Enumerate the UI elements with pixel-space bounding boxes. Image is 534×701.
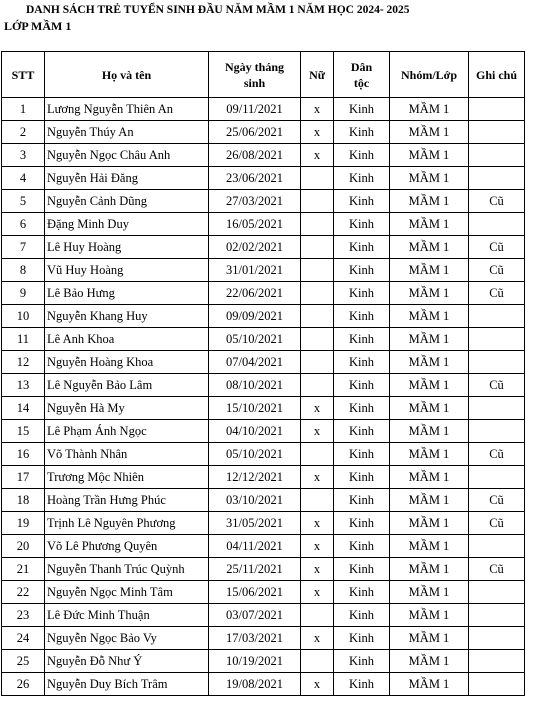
cell-dob: 04/10/2021 bbox=[209, 420, 301, 443]
cell-group: MẦM 1 bbox=[390, 98, 469, 121]
cell-dob: 19/08/2021 bbox=[209, 673, 301, 696]
cell-note bbox=[469, 213, 525, 236]
cell-stt: 17 bbox=[2, 466, 45, 489]
table-row bbox=[2, 351, 525, 374]
cell-group: MẦM 1 bbox=[390, 627, 469, 650]
cell-ethnic: Kinh bbox=[334, 489, 390, 512]
cell-ethnic: Kinh bbox=[334, 121, 390, 144]
cell-note: Cũ bbox=[469, 512, 525, 535]
cell-stt: 12 bbox=[2, 351, 45, 374]
cell-note bbox=[469, 466, 525, 489]
cell-name: Nguyễn Ngọc Bảo Vy bbox=[45, 627, 209, 650]
cell-dob: 05/10/2021 bbox=[209, 328, 301, 351]
cell-name: Lê Đức Minh Thuận bbox=[45, 604, 209, 627]
cell-group: MẦM 1 bbox=[390, 167, 469, 190]
cell-female: x bbox=[301, 627, 334, 650]
cell-note bbox=[469, 650, 525, 673]
cell-group: MẦM 1 bbox=[390, 420, 469, 443]
cell-female: x bbox=[301, 535, 334, 558]
cell-name: Trương Mộc Nhiên bbox=[45, 466, 209, 489]
table-row bbox=[2, 512, 525, 535]
cell-group: MẦM 1 bbox=[390, 236, 469, 259]
cell-group: MẦM 1 bbox=[390, 673, 469, 696]
cell-stt: 23 bbox=[2, 604, 45, 627]
cell-ethnic: Kinh bbox=[334, 627, 390, 650]
cell-name: Nguyễn Cảnh Dũng bbox=[45, 190, 209, 213]
cell-note bbox=[469, 305, 525, 328]
cell-name: Hoàng Trần Hưng Phúc bbox=[45, 489, 209, 512]
cell-name: Lê Anh Khoa bbox=[45, 328, 209, 351]
table-row bbox=[2, 144, 525, 167]
cell-note: Cũ bbox=[469, 236, 525, 259]
header-ethnic-line2: tộc bbox=[353, 75, 370, 90]
cell-name: Lê Bảo Hưng bbox=[45, 282, 209, 305]
cell-ethnic: Kinh bbox=[334, 213, 390, 236]
cell-dob: 03/10/2021 bbox=[209, 489, 301, 512]
cell-group: MẦM 1 bbox=[390, 144, 469, 167]
cell-dob: 03/07/2021 bbox=[209, 604, 301, 627]
table-row bbox=[2, 558, 525, 581]
cell-note bbox=[469, 167, 525, 190]
cell-stt: 8 bbox=[2, 259, 45, 282]
cell-female bbox=[301, 167, 334, 190]
cell-dob: 09/11/2021 bbox=[209, 98, 301, 121]
cell-dob: 31/01/2021 bbox=[209, 259, 301, 282]
cell-name: Đặng Minh Duy bbox=[45, 213, 209, 236]
cell-stt: 9 bbox=[2, 282, 45, 305]
cell-stt: 1 bbox=[2, 98, 45, 121]
cell-name: Lương Nguyễn Thiên An bbox=[45, 98, 209, 121]
cell-note: Cũ bbox=[469, 489, 525, 512]
cell-female: x bbox=[301, 420, 334, 443]
cell-stt: 21 bbox=[2, 558, 45, 581]
cell-dob: 12/12/2021 bbox=[209, 466, 301, 489]
cell-dob: 05/10/2021 bbox=[209, 443, 301, 466]
cell-ethnic: Kinh bbox=[334, 443, 390, 466]
cell-stt: 22 bbox=[2, 581, 45, 604]
cell-female bbox=[301, 236, 334, 259]
cell-note: Cũ bbox=[469, 282, 525, 305]
cell-ethnic: Kinh bbox=[334, 190, 390, 213]
cell-group: MẦM 1 bbox=[390, 581, 469, 604]
cell-dob: 15/10/2021 bbox=[209, 397, 301, 420]
cell-note bbox=[469, 328, 525, 351]
cell-note bbox=[469, 604, 525, 627]
cell-ethnic: Kinh bbox=[334, 581, 390, 604]
cell-name: Nguyễn Ngọc Châu Anh bbox=[45, 144, 209, 167]
cell-group: MẦM 1 bbox=[390, 512, 469, 535]
table-row bbox=[2, 236, 525, 259]
table-row bbox=[2, 535, 525, 558]
cell-name: Nguyễn Thanh Trúc Quỳnh bbox=[45, 558, 209, 581]
document-title: DANH SÁCH TRẺ TUYỂN SINH ĐẦU NĂM MẦM 1 NĂM HỌC 2024- 2025 bbox=[26, 4, 410, 16]
cell-group: MẦM 1 bbox=[390, 650, 469, 673]
cell-ethnic: Kinh bbox=[334, 144, 390, 167]
cell-dob: 27/03/2021 bbox=[209, 190, 301, 213]
cell-stt: 14 bbox=[2, 397, 45, 420]
cell-female bbox=[301, 213, 334, 236]
cell-stt: 20 bbox=[2, 535, 45, 558]
cell-female bbox=[301, 604, 334, 627]
cell-dob: 15/06/2021 bbox=[209, 581, 301, 604]
cell-ethnic: Kinh bbox=[334, 328, 390, 351]
table-row bbox=[2, 673, 525, 696]
cell-stt: 19 bbox=[2, 512, 45, 535]
cell-name: Nguyễn Ngọc Minh Tâm bbox=[45, 581, 209, 604]
cell-note bbox=[469, 420, 525, 443]
cell-stt: 6 bbox=[2, 213, 45, 236]
cell-stt: 3 bbox=[2, 144, 45, 167]
header-note: Ghi chú bbox=[469, 52, 525, 98]
table-row bbox=[2, 466, 525, 489]
cell-dob: 04/11/2021 bbox=[209, 535, 301, 558]
header-row bbox=[2, 52, 525, 98]
table-row bbox=[2, 489, 525, 512]
cell-group: MẦM 1 bbox=[390, 397, 469, 420]
cell-dob: 16/05/2021 bbox=[209, 213, 301, 236]
table-row bbox=[2, 259, 525, 282]
cell-group: MẦM 1 bbox=[390, 604, 469, 627]
cell-group: MẦM 1 bbox=[390, 305, 469, 328]
table-row bbox=[2, 420, 525, 443]
cell-group: MẦM 1 bbox=[390, 443, 469, 466]
table-row bbox=[2, 604, 525, 627]
cell-female: x bbox=[301, 144, 334, 167]
cell-group: MẦM 1 bbox=[390, 282, 469, 305]
cell-note: Cũ bbox=[469, 374, 525, 397]
cell-note: Cũ bbox=[469, 558, 525, 581]
cell-female: x bbox=[301, 558, 334, 581]
cell-dob: 25/06/2021 bbox=[209, 121, 301, 144]
cell-ethnic: Kinh bbox=[334, 167, 390, 190]
header-dob-line1: Ngày tháng bbox=[224, 59, 284, 74]
cell-group: MẦM 1 bbox=[390, 328, 469, 351]
cell-group: MẦM 1 bbox=[390, 374, 469, 397]
cell-ethnic: Kinh bbox=[334, 351, 390, 374]
cell-group: MẦM 1 bbox=[390, 259, 469, 282]
cell-dob: 26/08/2021 bbox=[209, 144, 301, 167]
cell-dob: 02/02/2021 bbox=[209, 236, 301, 259]
cell-dob: 22/06/2021 bbox=[209, 282, 301, 305]
cell-dob: 10/19/2021 bbox=[209, 650, 301, 673]
header-ethnic bbox=[334, 52, 390, 98]
cell-dob: 09/09/2021 bbox=[209, 305, 301, 328]
cell-name: Lê Phạm Ánh Ngọc bbox=[45, 420, 209, 443]
cell-female bbox=[301, 282, 334, 305]
cell-stt: 5 bbox=[2, 190, 45, 213]
cell-female: x bbox=[301, 397, 334, 420]
table-row bbox=[2, 328, 525, 351]
cell-female bbox=[301, 489, 334, 512]
cell-group: MẦM 1 bbox=[390, 351, 469, 374]
cell-ethnic: Kinh bbox=[334, 374, 390, 397]
table-row bbox=[2, 121, 525, 144]
cell-ethnic: Kinh bbox=[334, 305, 390, 328]
cell-female bbox=[301, 374, 334, 397]
cell-dob: 17/03/2021 bbox=[209, 627, 301, 650]
cell-dob: 23/06/2021 bbox=[209, 167, 301, 190]
cell-ethnic: Kinh bbox=[334, 650, 390, 673]
cell-ethnic: Kinh bbox=[334, 535, 390, 558]
table-row bbox=[2, 213, 525, 236]
cell-female bbox=[301, 351, 334, 374]
table-row bbox=[2, 374, 525, 397]
cell-name: Nguyễn Đỗ Như Ý bbox=[45, 650, 209, 673]
cell-name: Võ Thành Nhân bbox=[45, 443, 209, 466]
header-stt: STT bbox=[2, 52, 45, 98]
cell-female bbox=[301, 305, 334, 328]
cell-group: MẦM 1 bbox=[390, 466, 469, 489]
cell-dob: 31/05/2021 bbox=[209, 512, 301, 535]
cell-note bbox=[469, 581, 525, 604]
header-dob bbox=[209, 52, 301, 98]
cell-stt: 4 bbox=[2, 167, 45, 190]
header-female: Nữ bbox=[301, 52, 334, 98]
cell-note bbox=[469, 144, 525, 167]
cell-female bbox=[301, 259, 334, 282]
table-row bbox=[2, 282, 525, 305]
header-dob-line2: sinh bbox=[243, 75, 266, 90]
cell-name: Nguyễn Hà My bbox=[45, 397, 209, 420]
table-row bbox=[2, 190, 525, 213]
cell-ethnic: Kinh bbox=[334, 236, 390, 259]
cell-group: MẦM 1 bbox=[390, 489, 469, 512]
cell-stt: 24 bbox=[2, 627, 45, 650]
cell-female: x bbox=[301, 512, 334, 535]
table-row bbox=[2, 581, 525, 604]
cell-female bbox=[301, 328, 334, 351]
cell-note: Cũ bbox=[469, 190, 525, 213]
cell-stt: 15 bbox=[2, 420, 45, 443]
cell-ethnic: Kinh bbox=[334, 98, 390, 121]
cell-group: MẦM 1 bbox=[390, 190, 469, 213]
cell-name: Nguyễn Hải Đăng bbox=[45, 167, 209, 190]
cell-note: Cũ bbox=[469, 259, 525, 282]
cell-ethnic: Kinh bbox=[334, 420, 390, 443]
cell-note bbox=[469, 627, 525, 650]
cell-female: x bbox=[301, 581, 334, 604]
table-row bbox=[2, 627, 525, 650]
cell-name: Lê Huy Hoàng bbox=[45, 236, 209, 259]
cell-note bbox=[469, 673, 525, 696]
cell-note bbox=[469, 351, 525, 374]
cell-note bbox=[469, 397, 525, 420]
cell-group: MẦM 1 bbox=[390, 121, 469, 144]
cell-note: Cũ bbox=[469, 443, 525, 466]
cell-female: x bbox=[301, 121, 334, 144]
cell-dob: 25/11/2021 bbox=[209, 558, 301, 581]
cell-note bbox=[469, 98, 525, 121]
cell-name: Nguyễn Hoàng Khoa bbox=[45, 351, 209, 374]
cell-stt: 18 bbox=[2, 489, 45, 512]
cell-name: Trịnh Lê Nguyên Phương bbox=[45, 512, 209, 535]
cell-female bbox=[301, 650, 334, 673]
cell-dob: 07/04/2021 bbox=[209, 351, 301, 374]
cell-name: Lê Nguyễn Bảo Lâm bbox=[45, 374, 209, 397]
cell-name: Nguyễn Khang Huy bbox=[45, 305, 209, 328]
cell-group: MẦM 1 bbox=[390, 558, 469, 581]
cell-stt: 25 bbox=[2, 650, 45, 673]
header-ethnic-line1: Dân bbox=[350, 59, 373, 74]
cell-name: Nguyễn Duy Bích Trâm bbox=[45, 673, 209, 696]
cell-group: MẦM 1 bbox=[390, 535, 469, 558]
cell-ethnic: Kinh bbox=[334, 282, 390, 305]
table-row bbox=[2, 650, 525, 673]
cell-name: Vũ Huy Hoàng bbox=[45, 259, 209, 282]
cell-note bbox=[469, 121, 525, 144]
cell-female bbox=[301, 443, 334, 466]
table-row bbox=[2, 443, 525, 466]
cell-female: x bbox=[301, 466, 334, 489]
table-row bbox=[2, 98, 525, 121]
cell-note bbox=[469, 535, 525, 558]
cell-name: Võ Lê Phương Quyên bbox=[45, 535, 209, 558]
table-row bbox=[2, 397, 525, 420]
cell-name: Nguyễn Thúy An bbox=[45, 121, 209, 144]
cell-stt: 26 bbox=[2, 673, 45, 696]
cell-stt: 11 bbox=[2, 328, 45, 351]
cell-ethnic: Kinh bbox=[334, 558, 390, 581]
cell-ethnic: Kinh bbox=[334, 673, 390, 696]
cell-stt: 16 bbox=[2, 443, 45, 466]
class-subtitle: LỚP MẦM 1 bbox=[4, 19, 72, 33]
cell-ethnic: Kinh bbox=[334, 512, 390, 535]
cell-ethnic: Kinh bbox=[334, 397, 390, 420]
cell-female bbox=[301, 190, 334, 213]
table-row bbox=[2, 305, 525, 328]
cell-dob: 08/10/2021 bbox=[209, 374, 301, 397]
header-group: Nhóm/Lớp bbox=[390, 52, 469, 98]
cell-stt: 13 bbox=[2, 374, 45, 397]
cell-female: x bbox=[301, 673, 334, 696]
cell-ethnic: Kinh bbox=[334, 466, 390, 489]
cell-ethnic: Kinh bbox=[334, 259, 390, 282]
enrollment-table bbox=[1, 51, 525, 696]
header-name: Họ và tên bbox=[45, 52, 209, 98]
table-row bbox=[2, 167, 525, 190]
cell-female: x bbox=[301, 98, 334, 121]
cell-group: MẦM 1 bbox=[390, 213, 469, 236]
cell-ethnic: Kinh bbox=[334, 604, 390, 627]
cell-stt: 10 bbox=[2, 305, 45, 328]
cell-stt: 2 bbox=[2, 121, 45, 144]
cell-stt: 7 bbox=[2, 236, 45, 259]
